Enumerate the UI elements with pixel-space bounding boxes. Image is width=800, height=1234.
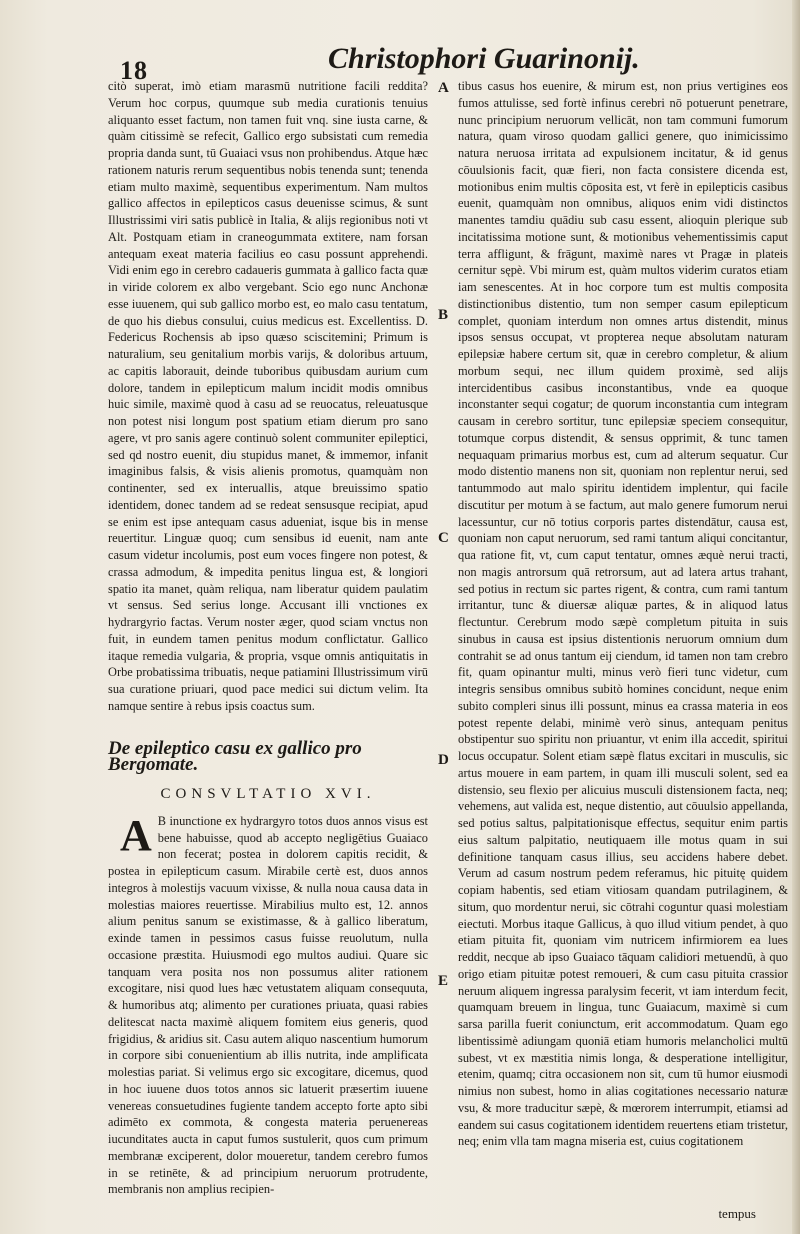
margin-letter-b: B <box>438 307 449 323</box>
running-title: Christophori Guarinonij. <box>328 42 640 75</box>
margin-letter-d: D <box>438 752 449 768</box>
drop-cap: A <box>120 810 152 860</box>
left-column <box>108 78 428 1198</box>
left-paragraph-2 <box>108 810 428 1198</box>
catchword: tempus <box>718 1206 756 1221</box>
left-paragraph-1: citò superat, imò etiam marasmū nutritione facili reddita? Verum hoc corpus, quumque sub media curationis tenuius aliquanto esset factum, non tamen fuit vnq. sine iusta carne, & quàm citissimè se refecit, Gallico ergo subsistati cum remedia propria danda sunt, tū Guaiaci vsus non prohibendus. Atque hæc rationem naturis rerum sequentibus nobis tenenda sunt; tenenda etiam multo maximè, sequentibus experimentum. Nam multos gallico affectos in epilepticos casus deuenisse scimus, & sunt Illustrissimi viri satis publicè in Italia, & alijs regionibus noti vt Alt. Postquam etiam in craneogummata extitere, nam forsan antequam exeat materia facilius eo casu possunt apprehendi. Vidi enim ego in cerebro cadaueris gummata à gallico facta quæ in viride colorem ex albo vergebant. Scio ego nunc Anchonæ esse iuuenem, qui sub gallico morbo est, eo malo casu tentatum, de quo his diebus consului, cuius medicus est. Excellentiss. D. Federicus Rochensis ab ipso quæso sciscitemini; Primum is naturalium, seu genitalium morbis varijs, & doloribus artuum, ac capitis laborauit, deinde tuboribus quibusdam aurium cum dolore, tandem in epilepticum malum incidit modis omnibus huic simile, maximè quod à casu ad se reuocatus, releuatusque non potest nisi longum post spatium etiam dierum pro sano agere, vt pro sanis agere continuò solent communiter epileptici, sed qd nostro euenit, diu stupidus manet, & immemor, infanit imaginibus falsis, & visis alienis promotus, quamquàm non continenter, sed ex interuallis, atque breuissimo spatio identidem, donec tandem ad se redeat sensusque recipiat, apud se enim est ipse antequam casus adueniat, isque bis in mense reuertitur. Linguæ quoq; cum sensibus id euenit, nam ante casum videtur incolumis, post eum voces fingere non potest, & crassa admodum, & impedita penitus lingua est, & longiori spatio ita manet, quàm reliqua, nam liberatur quidem paulatim vt sensus. Sed serius longe. Accusant illi vnctiones ex hydrargyrio factas. Verum noster æger, quod sciam vnctus non fuit, in eundem tamen penitus modum conflictatur. Gallico itaque remedia vulgaria, & propria, vsque omnis antiquitatis in Orbe probatissima tribuatis, neque patiamini Illustrissimum virū sua curatione priuari, quod pace medici sui dictum velim. Ita namque sentire à rebus ipsis coactus sum. <box>108 79 428 713</box>
page-header <box>0 34 800 84</box>
consultatio-heading: CONSVLTATIO XVI. <box>160 786 376 802</box>
margin-letter-c: C <box>438 530 449 546</box>
right-column <box>458 78 788 1150</box>
left-paragraph-2-text: B inunctione ex hydrargyro totos duos annos visus est bene habuisse, quod ab accepto negligētius Guaiaco non fecerat; postea in dolorem capitis recidit, & postea in epilepticum casum. Mirabile certè est, duos annos integros à molestijs vacuum vixisse, & nulla noua causa data in molestias maiores reuertisse. Mirabilius multo est, 12. annos alium penitus sanum se existimasse, & à gallico liberatum, exinde tamen in pessimos casus fuisse reuolutum, nulla occasione præstita. Huiusmodi ego multos audiui. Quare sic tanquam vera posita nos non possumus aliter rationem excogitare, nisi quod lues hæc vetustatem aliquam consequuta, & humoribus atq; alimento per curationes priuata, quasi rabies delitescat nacta maximè aliquem fomitem eius generis, quod frigidius, & aridius sit. Casu autem aliquo nascentium humorum in corpore sibi conuenientium ab illis nutrita, inde amplificata molestias pariat. Si velimus ergo sic excogitare, dicemus, quod in hoc iuuene duos totos annos sic latuerit præsertim iuuene venereas consuetudines fugiente tandem accepto forte apto sibi adimēto ex commota, & congesta materia peruenereas iucunditates aucta in caput fumos sustulerit, quos cum primum membranæ exciperent, dolor moueretur, tandem cerebro fumos in se retinēte, & ad principium neruorum protrudente, membranis non amplius recipien- <box>108 813 428 1197</box>
page-edge <box>792 0 800 1234</box>
page-number: 18 <box>120 56 148 85</box>
section-heading: De epileptico casu ex gallico pro Bergomate. <box>108 737 362 776</box>
margin-letter-e: E <box>438 973 449 989</box>
margin-letter-a: A <box>438 80 449 96</box>
right-paragraph-1: tibus casus hos euenire, & mirum est, non prius vertigines eos fumos attulisse, sed fortè infinus cerebri nō potuerunt penetrare, nunc principium neruorum vellicāt, non tam communi fumorum natura, quam viroso quodam gallici genere, quo inimicissimo natura neruosa irritata ad expulsionem incitatur, & id genus cōuulsionis facit, quæ fieri, non facta consistere dicenda est, motionibus enim multis cōposita est, vt ferè in epilepticis casibus euenit, quamquàm non omnibus, aliquos enim vidi distinctos manentes tamdiu quādiu sub casu essent, alioquin plerique sub incitatissima motione sunt, & motionibus vehementissimis caput terra affligunt, & frāgunt, maximè nares vt Pragæ in plateis cernitur sępè. Vbi mirum est, quàm multos viderim curatos etiam iam senescentes. At in hoc corpore tum est multis composita distinctionibus distentio, tum non semper casum epilepticum complet, quoniam interdum non omnes artus distendit, minus ipsos sensus occupat, vt propterea neque absolutam naturam epilepsiæ habere certum sit, quæ in cerebro completur, & alium morbum sequi, nec illum quidem proximè, sed alijs intercidentibus casibus inconstantibus, vnde ea quoque inconstanter sequi cogatur; de quorum inconstantia cum integram causam in cerebro sortitur, tunc epilepsiæ speciem consequitur, totumque corpus distendit, & sensus opprimit, & tunc tamen nequaquam primarius morbus est, cum ad alterum sequatur. Cur modo distentio manens non sit, quoniam non replentur nerui, sed tantummodo aut malo spiritu identidem implentur, qui facile discutitur per motum à se factum, aut malo genere fumorum nerui lacessuntur, cur nō totius corporis partes distendātur, causa est, quoniam non caput neruorum, sed rami tantum aliqui concitantur, qua ratione fit, vt, cum caput tentatur, omnes æquè nerui tracti, non magis antrorsum quā retrorsum, aut ad latera artus trahant, sed potius in rectum sic partes rigent, & contra, cum rami tantum irritantur, tunc & diuersæ aliquæ partes, & in aliquod latus flectuntur. Cerebrum modo sæpè completum pituita in suis sinubus in causa est ipsius distentionis neruorum omnium dum contrahit se ad onus tantum eij ciendum, id tamen non tam crebro fit, quam opinantur multi, minus verò fieri tunc videtur, cum integris sensibus omnibus subitò homines concidunt, neque enim subito compleri sinus illi possunt, minus ea crassa materia in eos potest repente delabi, minimè verò sinus, antequam penitus obstipentur suo spiritu non priuantur, vt enim illa accedit, spiritui locus occupatur. Solent etiam sæpè flatus excitari in musculis, sic artus mouere in eam partem, in quam illi musculi solent, sed ea distensio, seu flexio per alicuius musculi distensionem facta, neq; vehemens, aut valida est, neque distentio, aut cōuulsio appellanda, sed potius saltus, palpitationisque effectus, sequitur enim partis eius saltum palpitatio, neutiquaem ille motus quam in sui definitione tanquam casus illius, seu accidens habere debet. Verum ad casum nostrum pedem referamus, hic pituitę quidem copiam habentis, sed etiam vitiosam quandam putrilaginem, & situm, quo mordentur nerui, sic cōtrahi coguntur quasi molestiam eiectuti. Morbus itaque Gallicus, à quo illud vitium pendet, à quo etiam pituita fit, quoniam vim nutricem infirmiorem ea lues reddit, necque ab ipso Guaiaco tāquam calidiori metuendū, à quo origo etiam pituitæ potest remoueri, & cum casu pituita crassior neruum aliquem ingressa paralysim fecerit, vt iam interdum fecit, quamquam breuem in lingua, tunc Guaiacum, maximè si cum sarsa parilla fuerit coniunctum, erit accommodatum. Quam ego libentissimè adiungam quoniā etiam humoris melancholici multū subest, vt ex mæstitia nimis longa, & desperatione intelligitur, etenim, quamq; citra occasionem non sit, cum tū humor eiusmodi nimius non subest, homo in alias cogitationes necessario naturæ vsu, & more traducitur sæpè, & mœrorem interrumpit, etiamsi ad eandem sui casus cogitationem identidem reuertens etiam tristetur, neq; enim vlla tam magna miseria est, cuius cogitationem <box>458 79 788 1149</box>
